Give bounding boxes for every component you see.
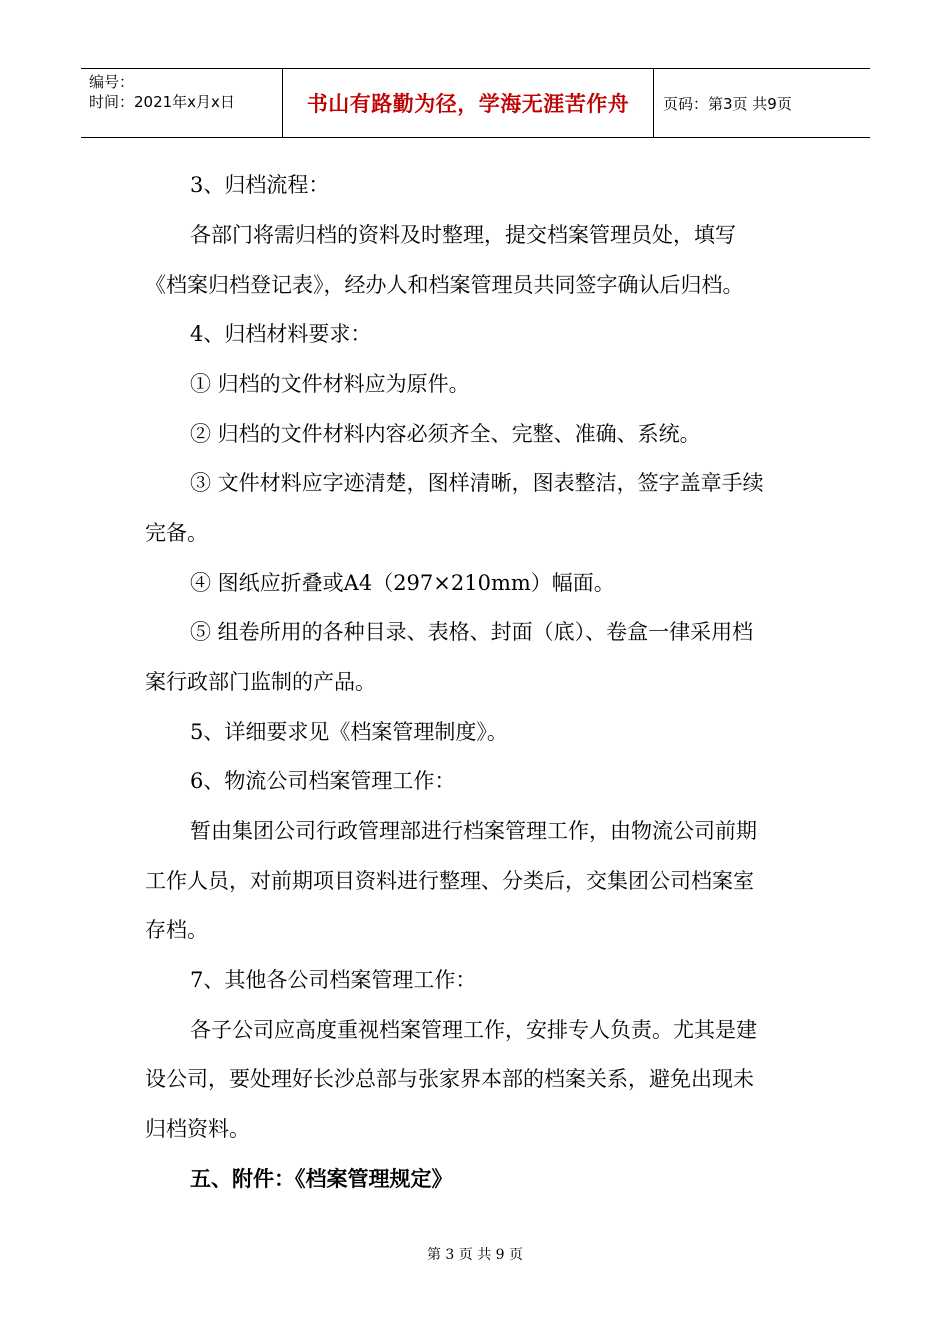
paragraph-line: 工作人员，对前期项目资料进行整理、分类后，交集团公司档案室: [145, 869, 754, 893]
document-number-label: 编号：: [89, 73, 135, 91]
paragraph-line: 各子公司应高度重视档案管理工作，安排专人负责。尤其是建: [190, 1018, 757, 1042]
list-item: ② 归档的文件材料内容必须齐全、完整、准确、系统。: [190, 422, 701, 446]
page-header: [81, 68, 870, 138]
header-left-cell: [81, 69, 283, 137]
list-item-continuation: 案行政部门监制的产品。: [145, 670, 376, 694]
paragraph-line: 归档资料。: [145, 1117, 250, 1141]
page-footer: 第 3 页 共 9 页: [426, 1247, 524, 1263]
paragraph-line: 各部门将需归档的资料及时整理，提交档案管理员处，填写: [190, 223, 736, 247]
list-item-continuation: 完备。: [145, 521, 208, 545]
list-item: ① 归档的文件材料应为原件。: [190, 372, 470, 396]
header-motto: 书山有路勤为径，学海无涯苦作舟: [306, 92, 630, 116]
list-item: ④ 图纸应折叠或A4（297×210mm）幅面。: [190, 571, 615, 595]
section-heading-6: 6、物流公司档案管理工作：: [190, 769, 456, 793]
paragraph-line: 暂由集团公司行政管理部进行档案管理工作，由物流公司前期: [190, 819, 757, 843]
list-item: ③ 文件材料应字迹清楚，图样清晰，图表整洁，签字盖章手续: [190, 471, 764, 495]
section-heading-4: 4、归档材料要求：: [190, 322, 372, 346]
paragraph-line: 存档。: [145, 918, 208, 942]
header-page-cell: [654, 69, 870, 137]
list-item: ⑤ 组卷所用的各种目录、表格、封面（底）、卷盒一律采用档: [190, 620, 754, 644]
section-heading-5: 5、详细要求见《档案管理制度》。: [190, 720, 508, 744]
paragraph-line: 《档案归档登记表》，经办人和档案管理员共同签字确认后归档。: [145, 273, 744, 297]
document-date-label: 时间：2021年x月x日: [89, 93, 235, 111]
header-page-info: 页码：第3页 共9页: [663, 94, 792, 113]
paragraph-line: 设公司，要处理好长沙总部与张家界本部的档案关系，避免出现未: [145, 1067, 754, 1091]
section-heading-3: 3、归档流程：: [190, 173, 330, 197]
header-motto-cell: [283, 69, 654, 137]
section-heading-attachment: 五、附件：《档案管理规定》: [190, 1167, 453, 1191]
section-heading-7: 7、其他各公司档案管理工作：: [190, 968, 477, 992]
